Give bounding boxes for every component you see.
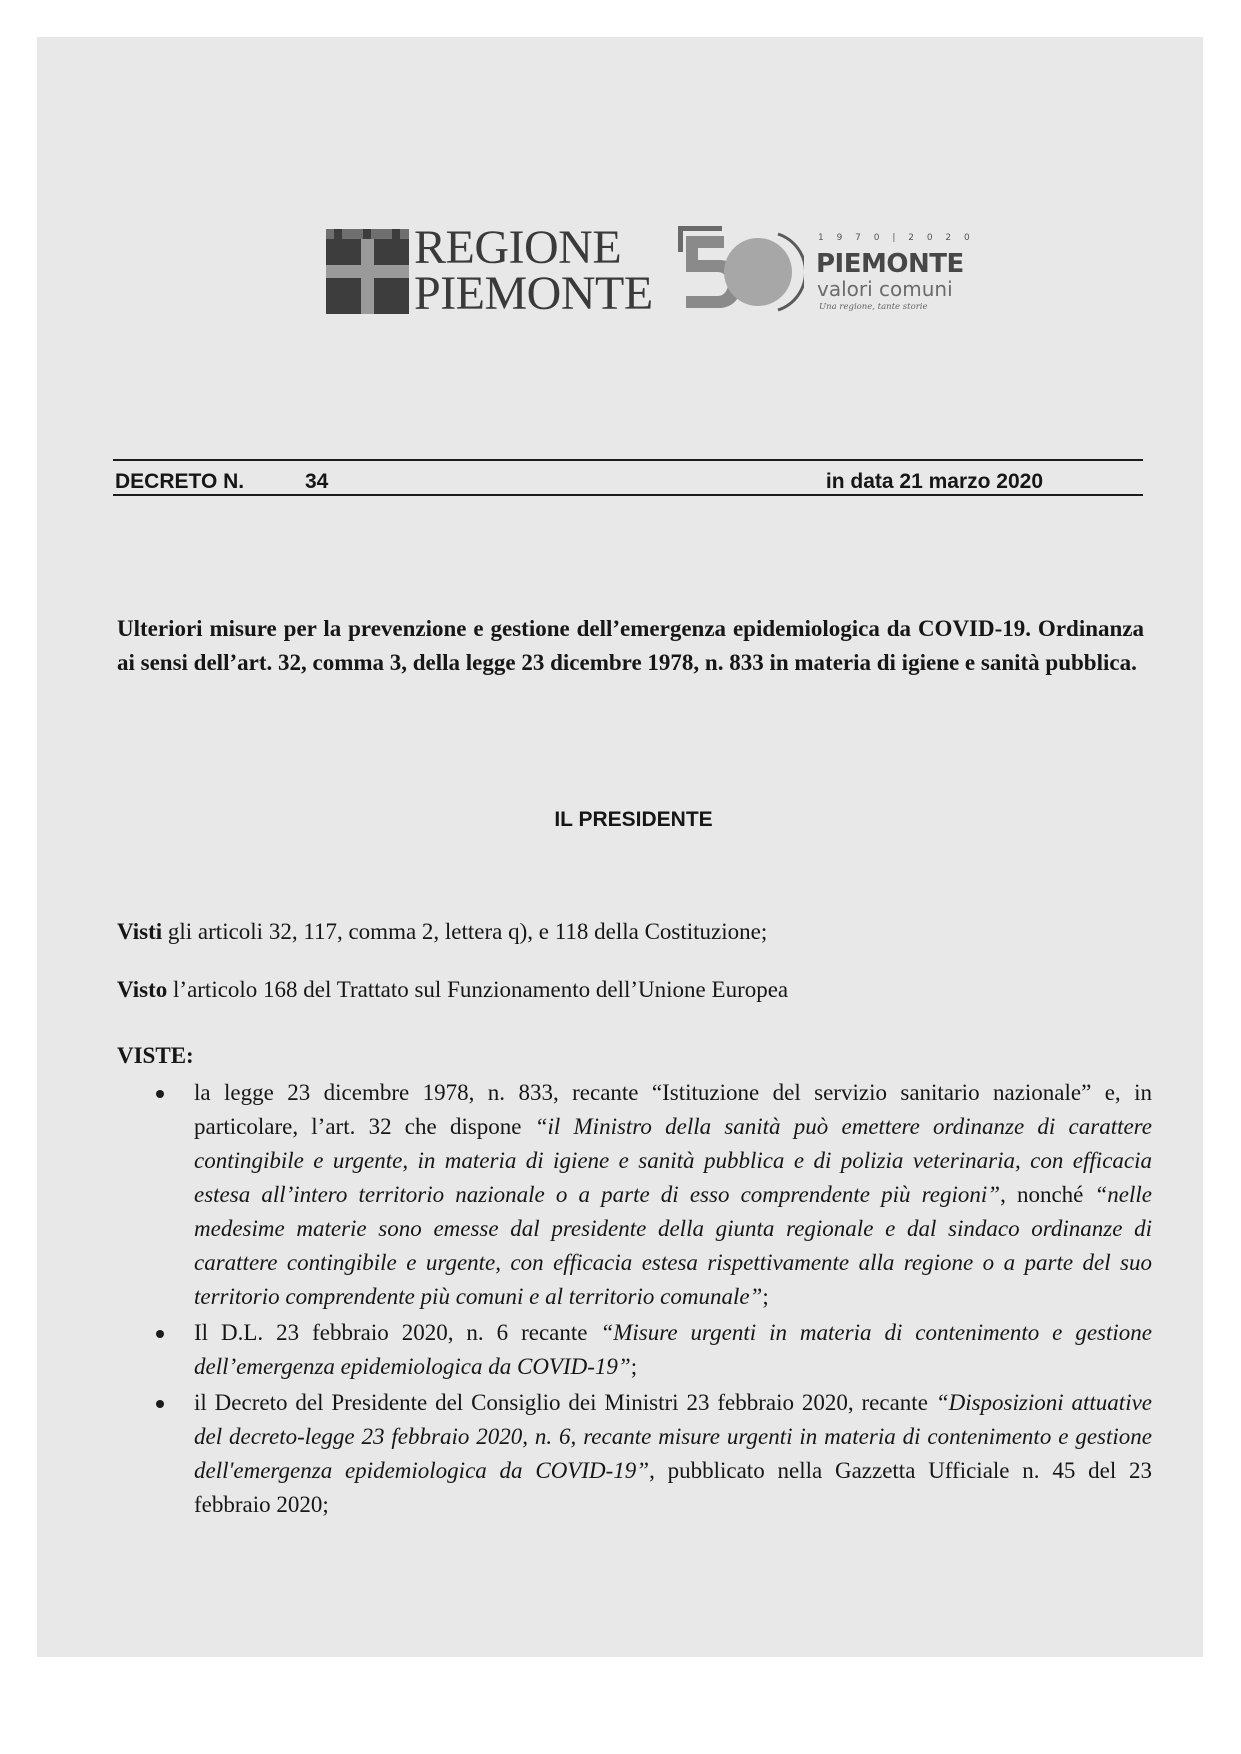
decree-label: DECRETO N. [115, 470, 245, 493]
bullet-icon [156, 1330, 164, 1338]
visto-paragraph [117, 974, 788, 1006]
header-rule-bottom [113, 494, 1143, 496]
visto-text: l’articolo 168 del Trattato sul Funzionamento dell’Unione Europea [167, 977, 789, 1002]
fifty-badge-icon [674, 224, 804, 316]
president-heading: IL PRESIDENTE [554, 808, 713, 831]
viste-list [194, 1076, 1152, 1524]
bullet-quote: “Misure urgenti in materia di contenimento e gestione dell’emergenza epidemiologica da COVID-19” [194, 1320, 1152, 1379]
anniversary-name: PIEMONTE [816, 249, 964, 279]
visti-text: gli articoli 32, 117, comma 2, lettera q), e 118 della Costituzione; [162, 919, 768, 944]
bullet-icon [156, 1400, 164, 1408]
decree-title: Ulteriori misure per la prevenzione e gestione dell’emergenza epidemiologica da COVID-19. Ordinanza ai sensi dell’art. 32, comma 3, della legge 23 dicembre 1978, n. 833 in materia di igiene e sanità pubblica. [117, 616, 1144, 675]
logo-line-2: PIEMONTE [414, 267, 653, 320]
bullet-quote: “il Ministro della sanità può emettere ordinanze di carattere contingibile e urgente, in materia di igiene e sanità pubblica e di polizia veterinaria, con efficacia estesa all’intero territorio nazionale o a parte di esso comprendente più regioni” [194, 1114, 1152, 1207]
bullet-quote: “nelle medesime materie sono emesse dal presidente della giunta regionale e dal sindaco ordinanze di carattere contingibile e urgente, con efficacia estesa rispettivamente alla regione o a parte del suo territorio comprendente più comuni e al territorio comunale” [194, 1182, 1153, 1309]
piemonte-flag-icon [326, 229, 409, 314]
viste-bold: VISTE: [117, 1043, 194, 1068]
anniversary-logo [674, 224, 974, 324]
bullet-segment: Il D.L. 23 febbraio 2020, n. 6 recante [194, 1320, 601, 1345]
decree-number: 34 [305, 470, 329, 493]
anniversary-subtitle: Una regione, tante storie [819, 302, 928, 312]
bullet-icon [156, 1090, 164, 1098]
header-rule-top [113, 459, 1143, 461]
bullet-segment: , nonché [1000, 1182, 1095, 1207]
regione-logo-text [414, 221, 653, 320]
logo-line-1: REGIONE [414, 221, 622, 274]
visto-bold: Visto [117, 977, 168, 1002]
list-item [194, 1316, 1152, 1384]
bullet-segment: il Decreto del Presidente del Consiglio dei Ministri 23 febbraio 2020, recante [194, 1390, 936, 1415]
bullet-segment: ; [630, 1354, 638, 1379]
list-item [194, 1076, 1152, 1314]
viste-heading [117, 1040, 194, 1072]
list-item [194, 1386, 1152, 1522]
decree-date: in data 21 marzo 2020 [825, 470, 1043, 493]
visti-paragraph [117, 916, 767, 948]
bullet-segment: , pubblicato nella Gazzetta Ufficiale n. 45 del 23 febbraio 2020; [194, 1458, 1152, 1517]
bullet-quote: “Disposizioni attuative del decreto-legge 23 febbraio 2020, n. 6, recante misure urgenti in materia di contenimento e gestione dell'emergenza epidemiologica da COVID-19” [194, 1390, 1153, 1483]
visti-bold: Visti [117, 919, 163, 944]
bullet-segment: ; [762, 1284, 769, 1309]
anniversary-tagline: valori comuni [817, 277, 953, 301]
anniversary-years: 1 9 7 0 | 2 0 2 0 [818, 233, 975, 243]
bullet-segment: la legge 23 dicembre 1978, n. 833, recante “Istituzione del servizio sanitario nazionale” e, in particolare, l’art. 32 che dispone [194, 1080, 1152, 1139]
